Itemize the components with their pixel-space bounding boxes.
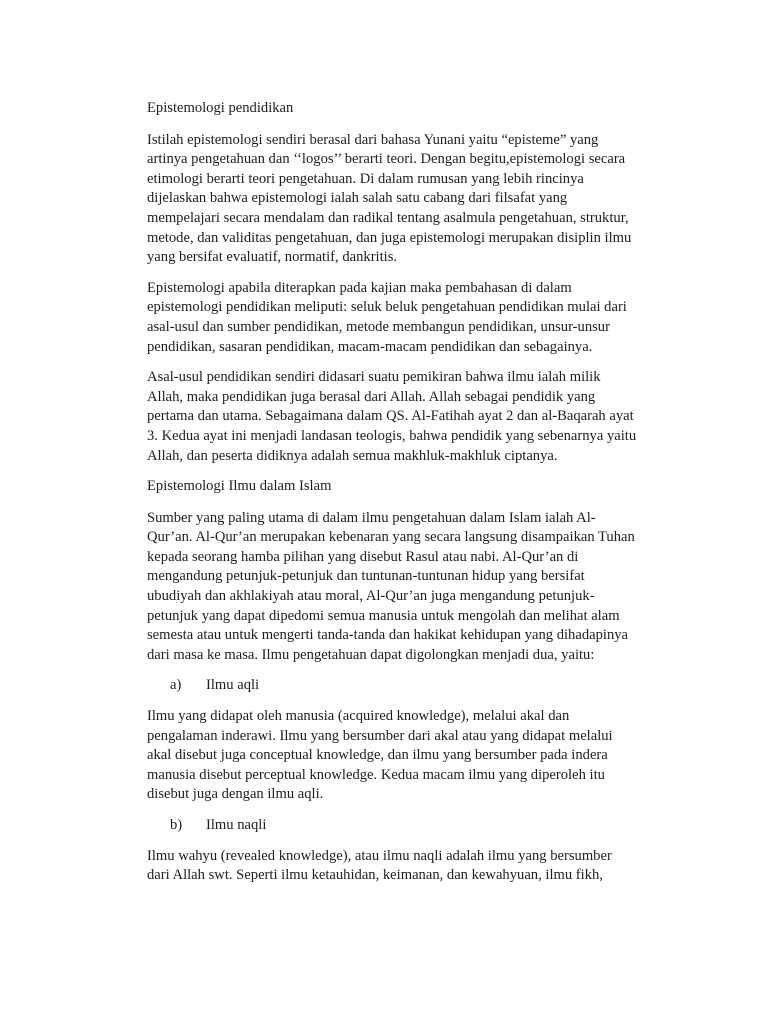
- section-heading-epistemologi-pendidikan: Epistemologi pendidikan: [147, 100, 294, 116]
- paragraph-ilmu-naqli: Ilmu wahyu (revealed knowledge), atau ilmu naqli adalah ilmu yang bersumber dari Allah swt. Seperti ilmu ketauhidan, keimanan, dan kewahyuan, ilmu fikh,: [147, 847, 612, 884]
- list-item-ilmu-aqli: [147, 676, 637, 696]
- paragraph-sumber-ilmu-quran: Sumber yang paling utama di dalam ilmu pengetahuan dalam Islam ialah Al-Qur’an. Al-Qur’an merupakan kebenaran yang secara langsung disampaikan Tuhan kepada seorang hamba pilihan yang disebut Rasul atau nabi. Al-Qur’an di mengandung petunjuk-petunjuk dan tuntunan-tuntunan hidup yang bersifat ubudiyah dan akhlakiyah atau moral, Al-Qur’an juga mengandung petunjuk-petunjuk yang dapat dipedomi semua manusia untuk mengolah dan melihat alam semesta atau untuk mengerti tanda-tanda dan hakikat kehidupan yang dihadapinya dari masa ke masa. Ilmu pengetahuan dapat digolongkan menjadi dua, yaitu:: [147, 509, 635, 663]
- list-item-ilmu-naqli: [147, 816, 637, 836]
- list-item-label: Ilmu aqli: [206, 677, 260, 694]
- paragraph-ilmu-aqli: Ilmu yang didapat oleh manusia (acquired knowledge), melalui akal dan pengalaman inderawi. Ilmu yang bersumber dari akal atau yang didapat melalui akal disebut juga conceptual knowledge, dan ilmu yang bersumber pada indera manusia disebut perceptual knowledge. Kedua macam ilmu yang diperoleh itu disebut juga dengan ilmu aqli.: [147, 708, 613, 803]
- paragraph-kajian-epistemologi-pendidikan: Epistemologi apabila diterapkan pada kajian maka pembahasan di dalam epistemologi pendidikan meliputi: seluk beluk pengetahuan pendidikan mulai dari asal-usul dan sumber pendidikan, metode membangun pendidikan, unsur-unsur pendidikan, sasaran pendidikan, macam-macam pendidikan dan sebagainya.: [147, 279, 627, 355]
- document-page: [147, 99, 637, 897]
- list-marker: b): [170, 817, 183, 833]
- list-item-label: Ilmu naqli: [206, 817, 267, 833]
- paragraph-asal-usul-pendidikan: Asal-usul pendidikan sendiri didasari suatu pemikiran bahwa ilmu ialah milik Allah, maka pendidikan juga berasal dari Allah. Allah sebagai pendidik yang pertama dan utama. Sebagaimana dalam QS. Al-Fatihah ayat 2 dan al-Baqarah ayat 3. Kedua ayat ini menjadi landasan teologis, bahwa pendidik yang sebenarnya yaitu Allah, dan peserta didiknya adalah semua makhluk-makhluk ciptanya.: [147, 369, 637, 464]
- section-heading-epistemologi-ilmu-islam: Epistemologi Ilmu dalam Islam: [147, 478, 332, 495]
- list-marker: a): [170, 677, 182, 694]
- paragraph-definisi-epistemologi: Istilah epistemologi sendiri berasal dari bahasa Yunani yaitu “episteme” yang artinya pengetahuan dan ‘‘logos’’ berarti teori. Dengan begitu,epistemologi secara etimologi berarti teori pengetahuan. Di dalam rumusan yang lebih rincinya dijelaskan bahwa epistemologi ialah salah satu cabang dari filsafat yang mempelajari secara mendalam dan radikal tentang asalmula pengetahuan, struktur, metode, dan validitas pengetahuan, dan juga epistemologi merupakan disiplin ilmu yang bersifat evaluatif, normatif, dankritis.: [147, 131, 632, 266]
